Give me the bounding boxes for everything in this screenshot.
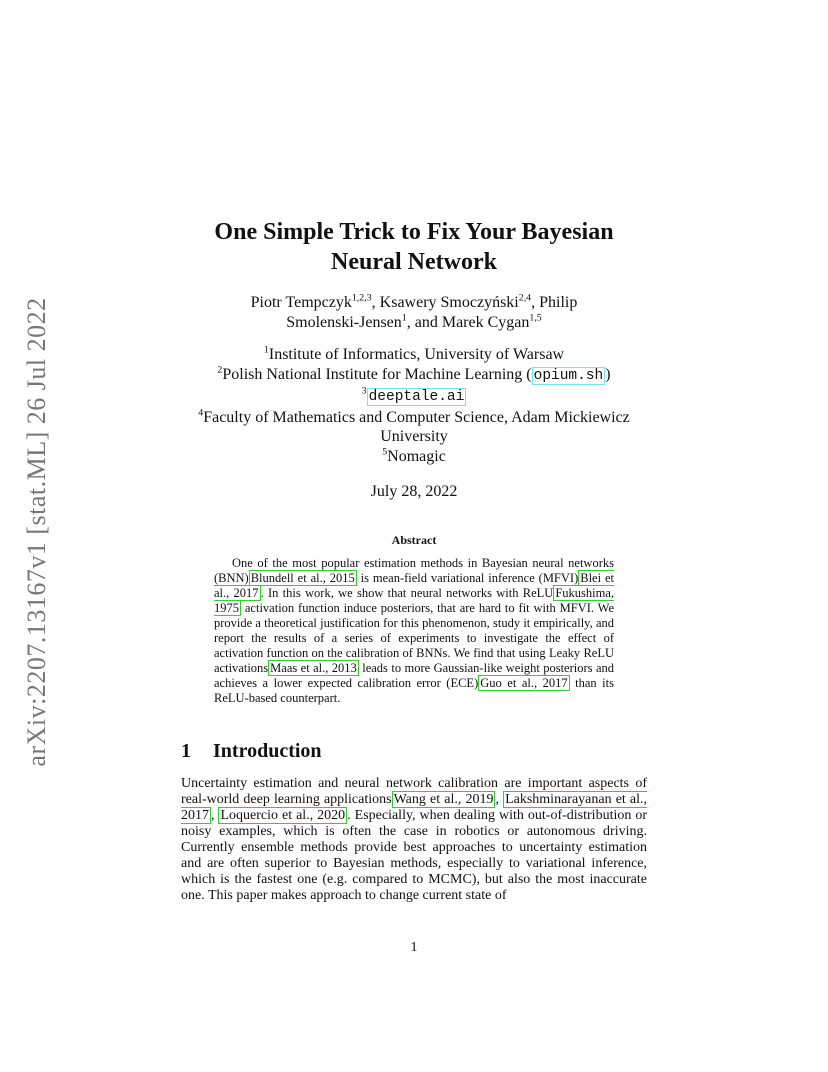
intro-text: Uncertainty estimation and neural network calibration are important aspects of real-world deep learning applications (181, 776, 647, 807)
author-separator: , (371, 294, 380, 311)
affiliation-5 (160, 447, 668, 467)
affil-text: University (380, 428, 448, 445)
paper-date: July 28, 2022 (370, 483, 458, 500)
title-line-1: One Simple Trick to Fix Your Bayesian (214, 219, 614, 245)
citation-link[interactable]: Blundell et al., 2015 (250, 571, 355, 585)
affiliation-1 (160, 345, 668, 365)
arxiv-identifier: arXiv:2207.13167v1 [stat.ML] 26 Jul 2022 (22, 297, 51, 767)
section-title: Introduction (213, 740, 322, 762)
abstract-text: activation function induce posteriors, that are hard to fit with MFVI. We provide a theoretical justification for this phenomenon, study it empirically, and report the results of a series of experiments to investigate the effect of activation function on the calibration of BNNs. We find that using Leaky ReLU activations (214, 601, 614, 675)
author-affil-sup: 2,4 (518, 292, 532, 304)
affiliation-3 (160, 386, 668, 408)
affiliations (160, 345, 668, 466)
intro-paragraph (181, 776, 647, 904)
abstract-text: than its ReLU-based counterpart. (214, 676, 614, 705)
author-name: Marek Cygan (441, 314, 530, 331)
author-last-name: Smolenski-Jensen (286, 314, 402, 331)
affil-text: Nomagic (387, 447, 446, 465)
arxiv-sidebar (20, 288, 54, 776)
author-name: Ksawery Smoczyński (379, 294, 519, 311)
affil-text: Institute of Informatics, University of Warsaw (268, 346, 565, 363)
deeptale-link[interactable]: deeptale.ai (368, 389, 465, 405)
citation-link[interactable]: Lakshminarayanan et al., 2017 (181, 792, 648, 823)
paper-title (160, 217, 668, 277)
affil-number: 4 (198, 407, 204, 419)
abstract-text: is mean-field variational inference (MFVI) (356, 571, 579, 585)
intro-text: . Especially, when dealing with out-of-distribution or noisy examples, which is often the case in robotics or autonomous driving. Currently ensemble methods provide best approaches to uncertainty estimation and are often superior to Bayesian methods, especially to variational inference, which is the fastest one (e.g. compared to MCMC), but also the most inaccurate one. This paper makes approach to change current state of (181, 808, 647, 903)
author-list (180, 293, 648, 333)
section-heading (181, 740, 322, 763)
author-first-name: Philip (539, 294, 578, 311)
affiliation-4 (160, 408, 668, 447)
author-affil-sup: 1 (401, 312, 407, 324)
abstract-heading: Abstract (391, 533, 437, 547)
author-affil-sup: 1,2,3 (351, 292, 372, 304)
opium-link[interactable]: opium.sh (533, 367, 604, 384)
abstract-body (214, 556, 614, 706)
author-separator: , (531, 294, 540, 311)
affil-number: 3 (361, 385, 367, 397)
section-number: 1 (181, 740, 191, 762)
author-separator: , and (406, 314, 442, 331)
citation-link[interactable]: Wang et al., 2019 (393, 792, 494, 807)
affil-number: 5 (382, 446, 388, 458)
author-name: Piotr Tempczyk (250, 294, 352, 311)
citation-link[interactable]: Fukushima, 1975 (214, 586, 614, 615)
citation-link[interactable]: Loquercio et al., 2020 (220, 808, 346, 823)
citation-separator: , (211, 808, 219, 823)
author-affil-sup: 1,5 (529, 312, 542, 324)
abstract-text: One of the most popular estimation methods in Bayesian neural networks (BNN) (214, 556, 614, 585)
citation-separator: , (495, 792, 504, 807)
affil-text-end: ) (605, 365, 611, 383)
citation-link[interactable]: Blei et al., 2017 (214, 571, 614, 600)
affiliation-2 (160, 365, 668, 387)
page-number: 1 (410, 940, 418, 955)
citation-link[interactable]: Guo et al., 2017 (480, 676, 568, 690)
affil-text: Polish National Institute for Machine Learning ( (222, 365, 532, 383)
affil-number: 2 (217, 364, 223, 376)
title-line-2: Neural Network (331, 249, 497, 275)
affil-number: 1 (263, 344, 269, 356)
affil-text: Faculty of Mathematics and Computer Science, Adam Mickiewicz (203, 408, 630, 426)
abstract-text: . In this work, we show that neural networks with ReLU (260, 586, 554, 600)
citation-link[interactable]: Maas et al., 2013 (270, 661, 357, 675)
abstract-text: leads to more Gaussian-like weight posteriors and achieves a lower expected calibration error (ECE) (214, 661, 614, 690)
